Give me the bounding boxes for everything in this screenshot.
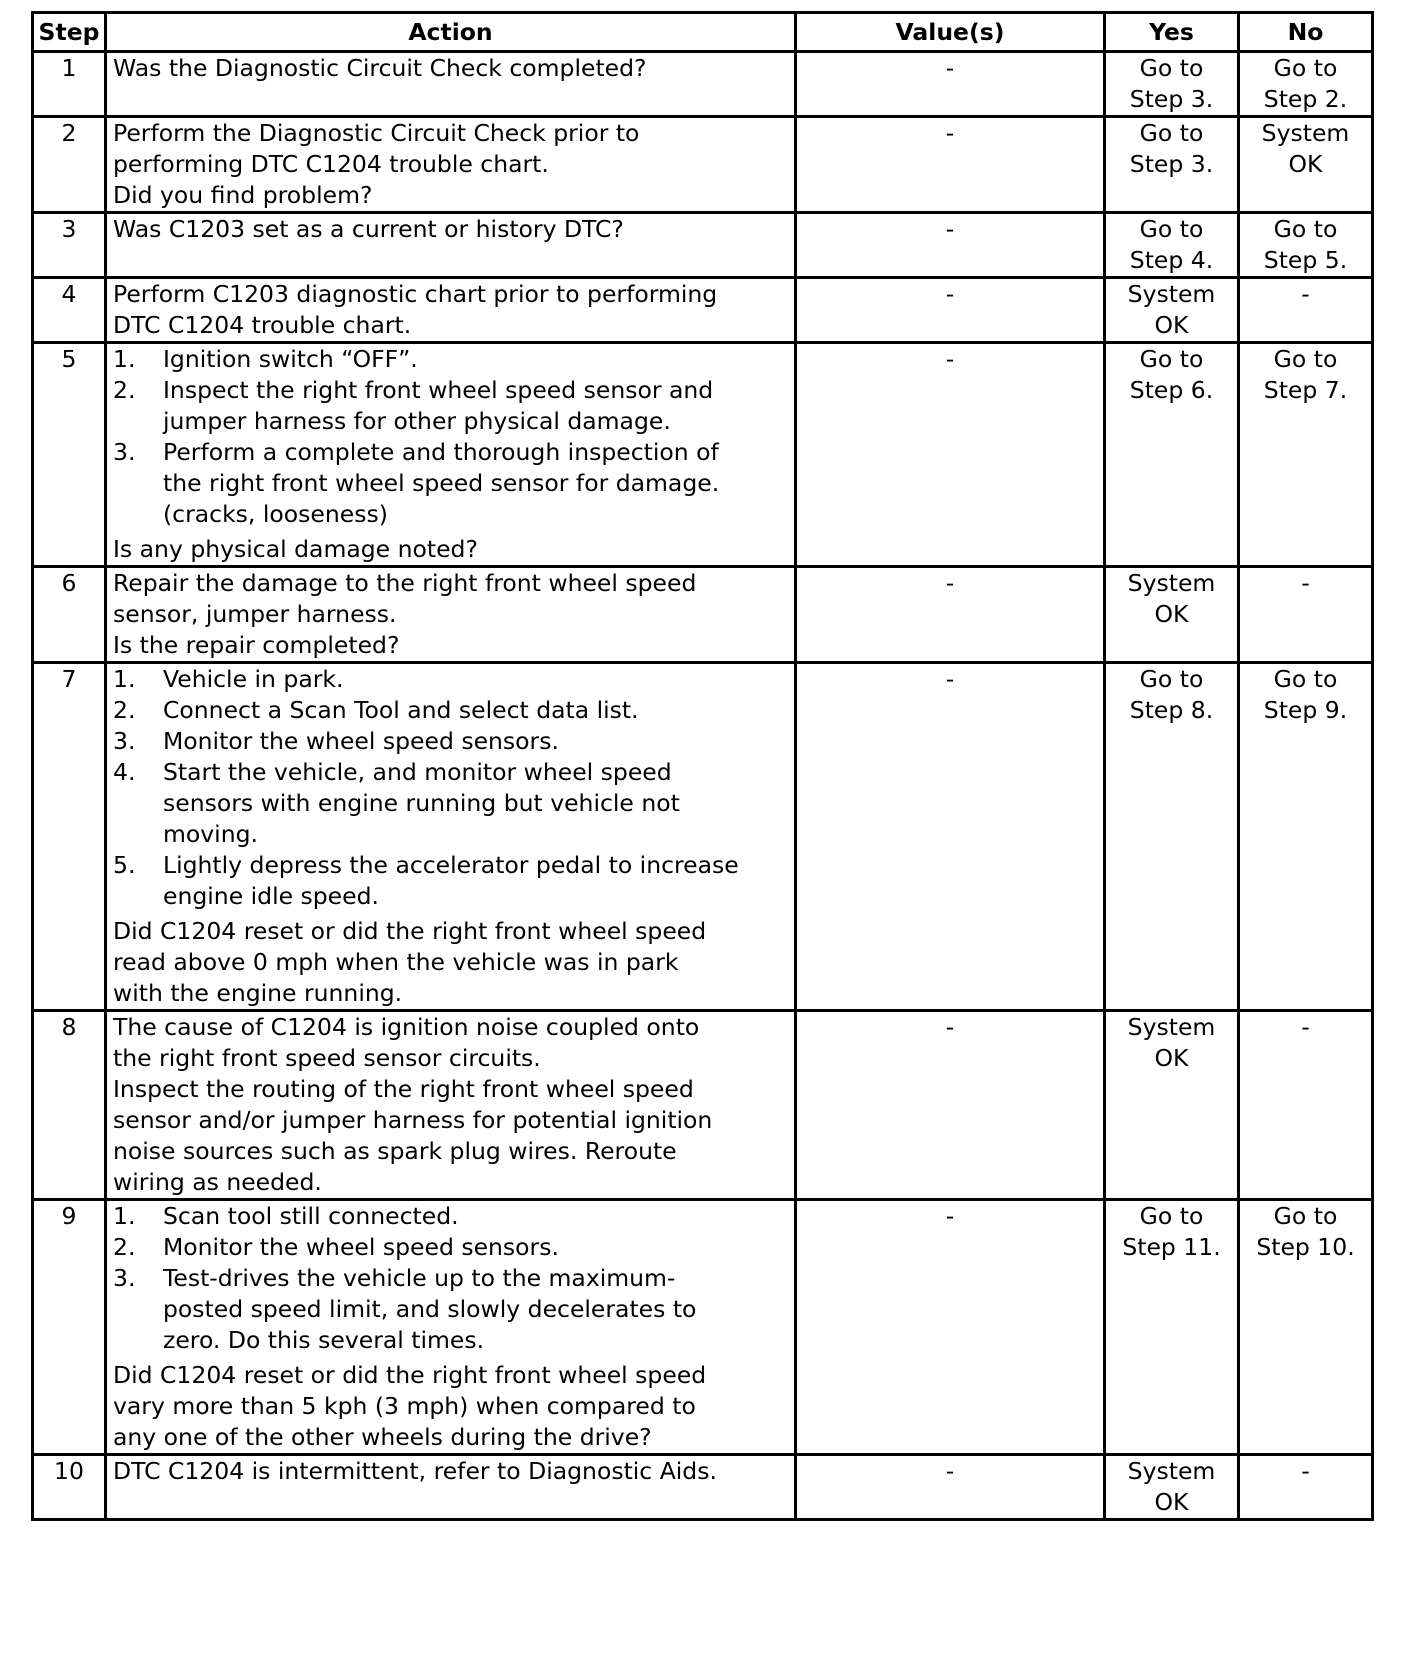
action-step-text: Monitor the wheel speed sensors. [163,727,559,755]
no-cell: - [1239,1011,1373,1200]
action-step-item [113,664,788,695]
no-cell: - [1239,1455,1373,1520]
action-cell [106,1200,796,1455]
action-step-list [113,664,788,912]
action-step-list [113,344,788,530]
action-step-text: Vehicle in park. [163,665,344,693]
action-step-number: 2. [113,1233,136,1261]
no-cell: - [1239,278,1373,343]
table-row [33,117,1373,213]
action-cell [106,663,796,1011]
action-line: Repair the damage to the right front wheel speed [113,569,697,597]
value-cell: - [796,117,1105,213]
action-line: noise sources such as spark plug wires. Reroute [113,1137,677,1165]
table-row [33,343,1373,567]
action-line: Is the repair completed? [113,631,400,659]
action-step-text: Ignition switch “OFF”. [163,345,418,373]
table-row [33,567,1373,663]
action-step-text: Connect a Scan Tool and select data list. [163,696,639,724]
action-line: sensor, jumper harness. [113,600,397,628]
step-number: 10 [33,1455,106,1520]
action-line: Perform C1203 diagnostic chart prior to performing [113,280,718,308]
action-cell [106,1011,796,1200]
yes-cell: Go to Step 4. [1105,213,1239,278]
step-number: 7 [33,663,106,1011]
action-step-text: Start the vehicle, and monitor wheel speed sensors with engine running but vehicle not moving. [163,758,680,848]
action-cell [106,278,796,343]
action-cell [106,117,796,213]
action-line: DTC C1204 is intermittent, refer to Diagnostic Aids. [113,1457,717,1485]
yes-cell: System OK [1105,567,1239,663]
action-line: the right front speed sensor circuits. [113,1044,541,1072]
step-number: 8 [33,1011,106,1200]
no-cell: System OK [1239,117,1373,213]
action-step-number: 5. [113,851,136,879]
table-row [33,52,1373,117]
action-line: DTC C1204 trouble chart. [113,311,412,339]
header-action: Action [106,13,796,52]
table-header-row [33,13,1373,52]
action-step-item [113,375,788,437]
action-step-item [113,344,788,375]
header-values: Value(s) [796,13,1105,52]
value-cell: - [796,278,1105,343]
step-number: 3 [33,213,106,278]
value-cell: - [796,663,1105,1011]
action-step-item [113,437,788,530]
action-step-number: 2. [113,376,136,404]
step-number: 6 [33,567,106,663]
header-step: Step [33,13,106,52]
action-step-number: 3. [113,438,136,466]
value-cell: - [796,1455,1105,1520]
action-cell [106,1455,796,1520]
action-cell [106,343,796,567]
table-row [33,1455,1373,1520]
action-cell [106,567,796,663]
header-no: No [1239,13,1373,52]
action-step-number: 3. [113,727,136,755]
no-cell: Go to Step 5. [1239,213,1373,278]
yes-cell: System OK [1105,278,1239,343]
action-step-number: 1. [113,345,136,373]
action-line: wiring as needed. [113,1168,322,1196]
value-cell: - [796,567,1105,663]
action-line: sensor and/or jumper harness for potential ignition [113,1106,713,1134]
action-step-number: 2. [113,696,136,724]
value-cell: - [796,213,1105,278]
table-row [33,1011,1373,1200]
action-question: Did C1204 reset or did the right front wheel speed read above 0 mph when the vehicle was in park with the engine running. [113,917,707,1007]
action-cell [106,213,796,278]
value-cell: - [796,1011,1105,1200]
action-step-item [113,757,788,850]
yes-cell: System OK [1105,1011,1239,1200]
yes-cell: Go to Step 3. [1105,117,1239,213]
no-cell: Go to Step 2. [1239,52,1373,117]
action-step-number: 1. [113,1202,136,1230]
action-line: Perform the Diagnostic Circuit Check prior to [113,119,640,147]
step-number: 4 [33,278,106,343]
step-number: 9 [33,1200,106,1455]
action-step-number: 1. [113,665,136,693]
action-step-item [113,1201,788,1232]
action-cell [106,52,796,117]
no-cell: Go to Step 10. [1239,1200,1373,1455]
step-number: 2 [33,117,106,213]
action-step-item [113,726,788,757]
step-number: 1 [33,52,106,117]
no-cell: Go to Step 7. [1239,343,1373,567]
value-cell: - [796,343,1105,567]
action-line: The cause of C1204 is ignition noise coupled onto [113,1013,700,1041]
yes-cell: Go to Step 6. [1105,343,1239,567]
action-line: Did you find problem? [113,181,373,209]
yes-cell: System OK [1105,1455,1239,1520]
diagnostic-table [31,11,1374,1521]
action-step-list [113,1201,788,1356]
action-step-number: 4. [113,758,136,786]
action-step-item [113,850,788,912]
table-row [33,278,1373,343]
action-step-text: Lightly depress the accelerator pedal to increase engine idle speed. [163,851,739,910]
yes-cell: Go to Step 3. [1105,52,1239,117]
table-row [33,1200,1373,1455]
action-step-item [113,1263,788,1356]
action-line: Was the Diagnostic Circuit Check completed? [113,54,647,82]
action-step-text: Monitor the wheel speed sensors. [163,1233,559,1261]
table-row [33,213,1373,278]
action-step-text: Inspect the right front wheel speed sensor and jumper harness for other physical damage. [163,376,714,435]
action-step-text: Perform a complete and thorough inspection of the right front wheel speed sensor for damage. (cracks, looseness) [163,438,720,528]
yes-cell: Go to Step 8. [1105,663,1239,1011]
action-step-text: Scan tool still connected. [163,1202,459,1230]
value-cell: - [796,52,1105,117]
header-yes: Yes [1105,13,1239,52]
action-step-text: Test-drives the vehicle up to the maximum- posted speed limit, and slowly decelerates to zero. Do this several times. [163,1264,697,1354]
action-question: Is any physical damage noted? [113,535,478,563]
value-cell: - [796,1200,1105,1455]
no-cell: Go to Step 9. [1239,663,1373,1011]
step-number: 5 [33,343,106,567]
yes-cell: Go to Step 11. [1105,1200,1239,1455]
no-cell: - [1239,567,1373,663]
action-step-number: 3. [113,1264,136,1292]
table-row [33,663,1373,1011]
action-step-item [113,1232,788,1263]
action-line: performing DTC C1204 trouble chart. [113,150,549,178]
action-question: Did C1204 reset or did the right front wheel speed vary more than 5 kph (3 mph) when compared to any one of the other wheels during the drive? [113,1361,707,1451]
table-body [33,52,1373,1520]
action-step-item [113,695,788,726]
action-line: Inspect the routing of the right front wheel speed [113,1075,694,1103]
action-line: Was C1203 set as a current or history DTC? [113,215,624,243]
